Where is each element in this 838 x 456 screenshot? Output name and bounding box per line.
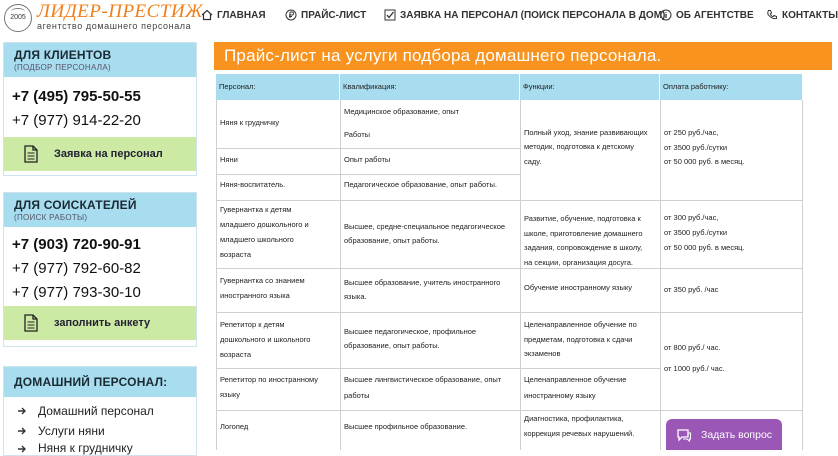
table-cell: от 800 руб./ час. bbox=[664, 343, 721, 352]
nav-home-label: ГЛАВНАЯ bbox=[217, 9, 266, 21]
table-cell: Высшее профильное образование. bbox=[344, 422, 468, 431]
page-title: Прайс-лист на услуги подбора домашнего персонала. bbox=[214, 42, 832, 70]
table-border bbox=[216, 368, 660, 369]
table-cell: Медицинское образование, опыт bbox=[344, 107, 460, 116]
clients-phone-main[interactable]: +7 (495) 795-50-55 bbox=[12, 88, 141, 105]
table-cell: Целенаправленное обучение bbox=[524, 375, 627, 384]
table-header-qualification: Квалификация: bbox=[340, 74, 520, 100]
table-cell: задания, сопровождение в школу, bbox=[524, 243, 643, 252]
table-cell: Гувернантка к детям bbox=[220, 205, 292, 214]
nav-price-list-label: ПРАЙС-ЛИСТ bbox=[301, 9, 367, 21]
ask-question-label: Задать вопрос bbox=[701, 428, 773, 441]
table-header-pay: Оплата работнику: bbox=[660, 74, 802, 100]
staff-list-item[interactable] bbox=[4, 401, 196, 421]
document-icon bbox=[24, 145, 38, 163]
fill-form-button[interactable] bbox=[4, 306, 196, 340]
table-cell: от 3500 руб./сутки bbox=[664, 143, 728, 152]
clients-phone-alt[interactable]: +7 (977) 914-22-20 bbox=[12, 112, 141, 129]
ask-question-button[interactable] bbox=[666, 419, 782, 450]
table-cell: от 1000 руб./ час. bbox=[664, 364, 725, 373]
table-cell: Высшее образование, учитель иностранного bbox=[344, 278, 501, 287]
nav-contacts[interactable] bbox=[766, 9, 838, 21]
staff-list-item[interactable] bbox=[4, 441, 196, 455]
clients-subtitle: (ПОДБОР ПЕРСОНАЛА) bbox=[14, 63, 111, 72]
clients-box bbox=[3, 42, 197, 176]
phone-icon bbox=[766, 9, 778, 21]
table-border bbox=[802, 100, 803, 450]
checkbox-icon bbox=[384, 9, 396, 21]
staff-item-label: Няня к грудничку bbox=[38, 441, 133, 455]
table-header-staff: Персонал: bbox=[216, 74, 340, 100]
table-header-functions: Функции: bbox=[520, 74, 660, 100]
clients-box-header bbox=[4, 43, 196, 77]
staff-item-label: Домашний персонал bbox=[38, 404, 154, 418]
arrow-right-icon bbox=[17, 444, 27, 454]
logo[interactable] bbox=[4, 1, 204, 33]
table-cell: Няня к грудничку bbox=[220, 118, 280, 127]
table-cell: дошкольного и школьного bbox=[220, 335, 311, 344]
info-icon bbox=[660, 9, 672, 21]
table-cell: от 250 руб./час, bbox=[664, 128, 719, 137]
table-cell: возраста bbox=[220, 250, 252, 259]
logo-subtitle: агентство домашнего персонала bbox=[37, 21, 192, 31]
table-cell: работы bbox=[344, 391, 370, 400]
seekers-phone-alt2[interactable]: +7 (977) 793-30-10 bbox=[12, 284, 141, 301]
table-border bbox=[216, 200, 802, 201]
table-cell: предметам, подготовка к сдачи bbox=[524, 335, 633, 344]
nav-about[interactable] bbox=[660, 9, 754, 21]
seekers-phone-alt1[interactable]: +7 (977) 792-60-82 bbox=[12, 260, 141, 277]
table-cell: языка. bbox=[344, 292, 367, 301]
table-cell: Няни bbox=[220, 155, 238, 164]
seekers-subtitle: (ПОИСК РАБОТЫ) bbox=[14, 213, 88, 222]
home-icon bbox=[201, 9, 213, 21]
table-cell: возраста bbox=[220, 350, 252, 359]
table-border bbox=[216, 148, 520, 149]
table-cell: Педагогическое образование, опыт работы. bbox=[344, 180, 497, 189]
table-cell: Опыт работы bbox=[344, 155, 391, 164]
table-border bbox=[216, 410, 802, 411]
table-cell: Работы bbox=[344, 130, 371, 139]
table-border bbox=[216, 174, 520, 175]
table-cell: методик, подготовка к детскому bbox=[524, 142, 634, 151]
table-cell: от 350 руб. /час bbox=[664, 285, 719, 294]
table-cell: на секции, организация досуга. bbox=[524, 258, 633, 267]
site-header bbox=[0, 0, 838, 34]
table-cell: Логопед bbox=[220, 422, 249, 431]
table-cell: иностранного языка bbox=[220, 291, 290, 300]
chat-bubble-icon bbox=[676, 428, 692, 442]
table-cell: Высшее педагогическое, профильное bbox=[344, 327, 477, 336]
table-cell: Няня-воспитатель. bbox=[220, 180, 286, 189]
table-cell: школе, приготовление домашнего bbox=[524, 229, 643, 238]
nav-price-list[interactable] bbox=[285, 9, 366, 21]
nav-contacts-label: КОНТАКТЫ bbox=[782, 9, 838, 21]
table-cell: младшего дошкольного и bbox=[220, 220, 309, 229]
table-cell: Развитие, обучение, подготовка к bbox=[524, 214, 641, 223]
table-cell: коррекция речевых нарушений. bbox=[524, 429, 635, 438]
table-cell: Высшее лингвистическое образование, опыт bbox=[344, 375, 502, 384]
arrow-right-icon bbox=[17, 426, 27, 436]
table-cell: образование, опыт работы. bbox=[344, 341, 440, 350]
table-border bbox=[216, 312, 802, 313]
nav-staff-request[interactable] bbox=[384, 9, 665, 21]
staff-request-button[interactable] bbox=[4, 137, 196, 171]
staff-item-label: Услуги няни bbox=[38, 424, 105, 438]
staff-title: ДОМАШНИЙ ПЕРСОНАЛ: bbox=[14, 375, 168, 389]
table-cell: Высшее, средне-специальное педагогическое bbox=[344, 222, 506, 231]
staff-box bbox=[3, 366, 197, 456]
table-cell: от 300 руб./час, bbox=[664, 213, 719, 222]
table-cell: образование, опыт работы. bbox=[344, 236, 440, 245]
staff-list-item[interactable] bbox=[4, 421, 196, 441]
fill-form-label: заполнить анкету bbox=[54, 317, 151, 329]
seekers-phone-main[interactable]: +7 (903) 720-90-91 bbox=[12, 236, 141, 253]
table-cell: от 50 000 руб. в месяц. bbox=[664, 157, 745, 166]
nav-home[interactable] bbox=[201, 9, 266, 21]
ruble-icon bbox=[285, 9, 297, 21]
document-icon bbox=[24, 314, 38, 332]
table-cell: иностранному языку bbox=[524, 391, 596, 400]
nav-about-label: ОБ АГЕНТСТВЕ bbox=[676, 9, 754, 21]
table-cell: экзаменов bbox=[524, 349, 561, 358]
clients-title: ДЛЯ КЛИЕНТОВ bbox=[14, 48, 112, 62]
staff-box-header bbox=[4, 367, 196, 397]
table-cell: саду. bbox=[524, 157, 542, 166]
table-border bbox=[216, 268, 802, 269]
logo-year-badge: 2005 bbox=[4, 4, 32, 32]
staff-request-label: Заявка на персонал bbox=[54, 148, 163, 160]
table-cell: Полный уход, знание развивающих bbox=[524, 128, 648, 137]
seekers-box bbox=[3, 192, 197, 347]
nav-staff-request-label: ЗАЯВКА НА ПЕРСОНАЛ (ПОИСК ПЕРСОНАЛА В ДОМ) bbox=[400, 9, 666, 21]
table-cell: Целенаправленное обучение по bbox=[524, 320, 637, 329]
table-cell: Диагностика, профилактика, bbox=[524, 414, 624, 423]
table-cell: Гувернантка со знанием bbox=[220, 276, 305, 285]
arrow-right-icon bbox=[17, 406, 27, 416]
table-cell: младшего школьного bbox=[220, 235, 294, 244]
table-cell: Репетитор к детям bbox=[220, 320, 285, 329]
seekers-title: ДЛЯ СОИСКАТЕЛЕЙ bbox=[14, 198, 137, 212]
table-cell: от 3500 руб./сутки bbox=[664, 228, 728, 237]
table-cell: Репетитор по иностранному bbox=[220, 375, 319, 384]
table-cell: языку bbox=[220, 390, 241, 399]
seekers-box-header bbox=[4, 193, 196, 227]
logo-title: ЛИДЕР-ПРЕСТИЖ bbox=[37, 1, 204, 22]
table-cell: от 50 000 руб. в месяц. bbox=[664, 243, 745, 252]
table-cell: Обучение иностранному языку bbox=[524, 283, 632, 292]
